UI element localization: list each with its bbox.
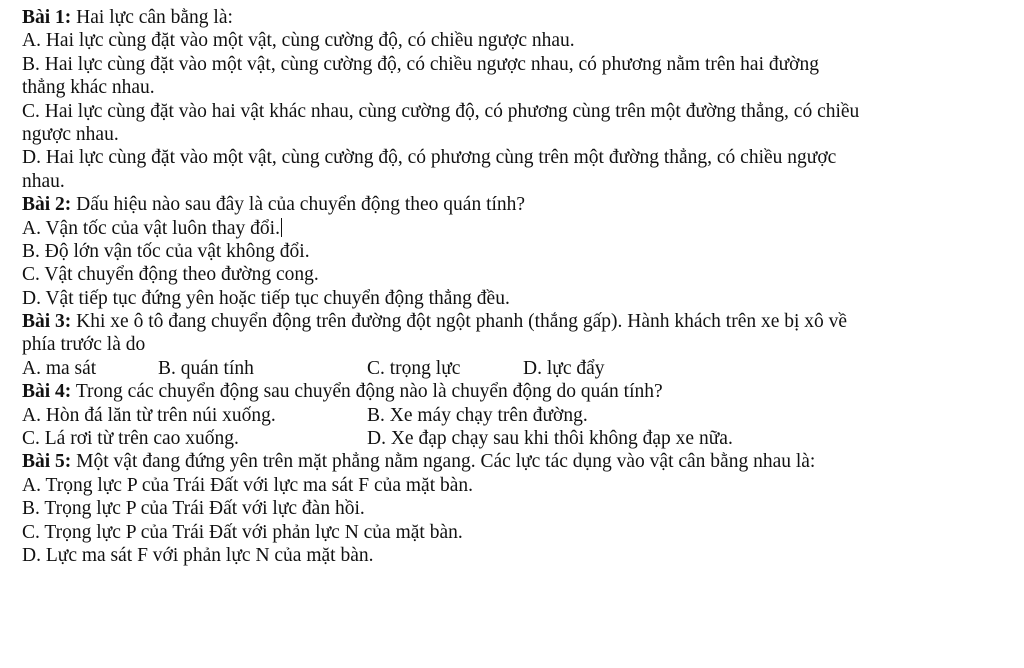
question-4-option-a: A. Hòn đá lăn từ trên núi xuống.: [22, 404, 276, 426]
question-2-option-a-text: A. Vận tốc của vật luôn thay đổi.: [22, 217, 280, 239]
document-body: [22, 6, 1006, 567]
question-4-option-b: B. Xe máy chạy trên đường.: [367, 404, 588, 426]
question-1-label: Bài 1:: [22, 7, 72, 28]
question-1-stem: [22, 6, 1006, 29]
question-5-option-b: B. Trọng lực P của Trái Đất với lực đàn hồi.: [22, 498, 365, 520]
question-5-option-d: D. Lực ma sát F với phản lực N của mặt bàn.: [22, 544, 374, 566]
question-4-option-c: C. Lá rơi từ trên cao xuống.: [22, 428, 239, 450]
question-3-option-b: B. quán tính: [158, 357, 254, 379]
question-5-stem: [22, 450, 1006, 473]
question-2-option-b: B. Độ lớn vận tốc của vật không đổi.: [22, 240, 310, 262]
question-4-text: Trong các chuyển động sau chuyển động nào là chuyển động do quán tính?: [71, 381, 663, 403]
question-2-stem: [22, 193, 1006, 216]
question-5-text: Một vật đang đứng yên trên mặt phẳng nằm ngang. Các lực tác dụng vào vật cân bằng nhau là:: [71, 451, 816, 473]
question-2-option-d: D. Vật tiếp tục đứng yên hoặc tiếp tục chuyển động thẳng đều.: [22, 287, 510, 309]
question-5-label: Bài 5:: [22, 451, 72, 473]
question-1-option-c-line2: ngược nhau.: [22, 123, 119, 145]
question-4-options-row2: [22, 427, 1006, 450]
question-2-text: Dấu hiệu nào sau đây là của chuyển động theo quán tính?: [71, 194, 526, 216]
question-2-option-c: C. Vật chuyển động theo đường cong.: [22, 264, 319, 286]
question-3-option-d: D. lực đẩy: [523, 357, 605, 379]
question-3-option-c: C. trọng lực: [367, 357, 461, 379]
question-1-option-a: A. Hai lực cùng đặt vào một vật, cùng cường độ, có chiều ngược nhau.: [22, 30, 575, 52]
question-4-label: Bài 4:: [22, 381, 72, 403]
question-4-option-d: D. Xe đạp chạy sau khi thôi không đạp xe nữa.: [367, 428, 733, 450]
question-2-option-a[interactable]: [22, 217, 1006, 240]
text-cursor: [281, 218, 282, 237]
question-3-text-line1: Khi xe ô tô đang chuyển động trên đường đột ngột phanh (thắng gấp). Hành khách trên xe bị xô về: [71, 311, 848, 333]
question-3-options: [22, 357, 1006, 380]
question-4-stem: [22, 380, 1006, 403]
question-3-stem-line1: [22, 310, 1006, 333]
question-3-label: Bài 3:: [22, 311, 72, 333]
question-3-option-a: A. ma sát: [22, 357, 97, 379]
question-5-option-c: C. Trọng lực P của Trái Đất với phản lực N của mặt bàn.: [22, 521, 463, 543]
question-1-option-b-line1: B. Hai lực cùng đặt vào một vật, cùng cường độ, có chiều ngược nhau, có phương nằm trên hai đường: [22, 53, 819, 75]
question-1-option-d-line1: D. Hai lực cùng đặt vào một vật, cùng cường độ, có phương cùng trên một đường thẳng, có chiều ngược: [22, 147, 837, 169]
question-1-option-b-line2: thẳng khác nhau.: [22, 77, 155, 99]
question-1-option-d-line2: nhau.: [22, 170, 65, 192]
question-2-label: Bài 2:: [22, 194, 72, 216]
question-4-options-row1: [22, 404, 1006, 427]
question-3-stem-line2: phía trước là do: [22, 334, 146, 356]
question-5-option-a: A. Trọng lực P của Trái Đất với lực ma sát F của mặt bàn.: [22, 474, 474, 496]
question-1-option-c-line1: C. Hai lực cùng đặt vào hai vật khác nhau, cùng cường độ, có phương cùng trên một đường thẳng, có chiều: [22, 100, 860, 122]
question-1-text: Hai lực cân bằng là:: [71, 7, 233, 28]
